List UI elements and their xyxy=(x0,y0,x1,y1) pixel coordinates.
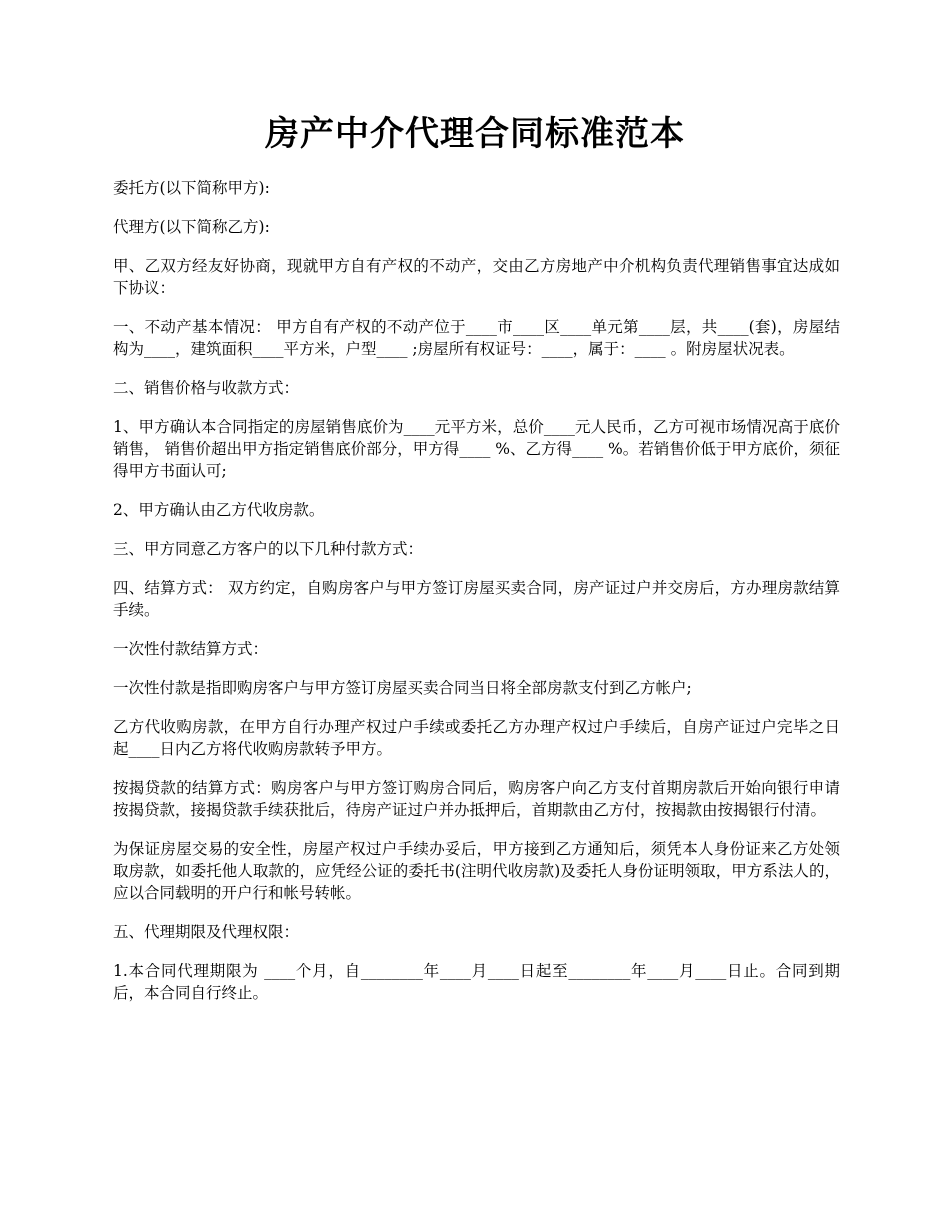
paragraph-term-clause-1: 1.本合同代理期限为 ____个月，自________年____月____日起至________年____月____日止。合同到期后，本合同自行终止。 xyxy=(113,962,840,1002)
section-heading-payment-methods: 三、甲方同意乙方客户的以下几种付款方式： xyxy=(113,540,424,558)
paragraph-agent: 代理方(以下简称乙方): xyxy=(113,218,270,236)
paragraph-principal: 委托方(以下简称甲方): xyxy=(113,179,270,197)
subheading-lump-sum: 一次性付款结算方式： xyxy=(113,640,269,658)
paragraph-price-clause-1: 1、甲方确认本合同指定的房屋销售底价为____元平方米，总价____元人民币，乙方可视市场情况高于底价销售， 销售价超出甲方指定销售底价部分，甲方得____ %、乙方得____ %。若销售价低于甲方底价，须征得甲方书面认可; xyxy=(113,418,840,480)
paragraph-lump-sum-definition: 一次性付款是指即购房客户与甲方签订房屋买卖合同当日将全部房款支付到乙方帐户; xyxy=(113,679,692,697)
section-heading-price: 二、销售价格与收款方式： xyxy=(113,379,300,397)
section-heading-term: 五、代理期限及代理权限： xyxy=(113,923,300,941)
paragraph-transaction-security: 为保证房屋交易的安全性，房屋产权过户手续办妥后，甲方接到乙方通知后，须凭本人身份证来乙方处领取房款，如委托他人取款的，应凭经公证的委托书(注明代收房款)及委托人身份证明领取，甲方系法人的，应以合同载明的开户行和帐号转帐。 xyxy=(113,840,840,902)
paragraph-settlement: 四、结算方式： 双方约定，自购房客户与甲方签订房屋买卖合同，房产证过户并交房后，方办理房款结算手续。 xyxy=(113,579,840,619)
document-title: 房产中介代理合同标准范本 xyxy=(265,114,685,154)
paragraph-price-clause-2: 2、甲方确认由乙方代收房款。 xyxy=(113,501,325,519)
paragraph-mortgage-settlement: 按揭贷款的结算方式：购房客户与甲方签订购房合同后，购房客户向乙方支付首期房款后开始向银行申请按揭贷款，接揭贷款手续获批后，待房产证过户并办抵押后，首期款由乙方付，按揭款由按揭银行付清。 xyxy=(113,779,840,819)
paragraph-lump-sum-transfer: 乙方代收购房款，在甲方自行办理产权过户手续或委托乙方办理产权过户手续后，自房产证过户完毕之日起____日内乙方将代收购房款转予甲方。 xyxy=(113,718,840,758)
document-body xyxy=(113,177,840,1021)
paragraph-property-info: 一、不动产基本情况： 甲方自有产权的不动产位于____市____区____单元第____层，共____(套)，房屋结构为____，建筑面积____平方米，户型____ ;房屋所有权证号：____，属于：____ 。附房屋状况表。 xyxy=(113,318,840,358)
paragraph-preamble: 甲、乙双方经友好协商，现就甲方自有产权的不动产，交由乙方房地产中介机构负责代理销售事宜达成如下协议： xyxy=(113,257,840,297)
